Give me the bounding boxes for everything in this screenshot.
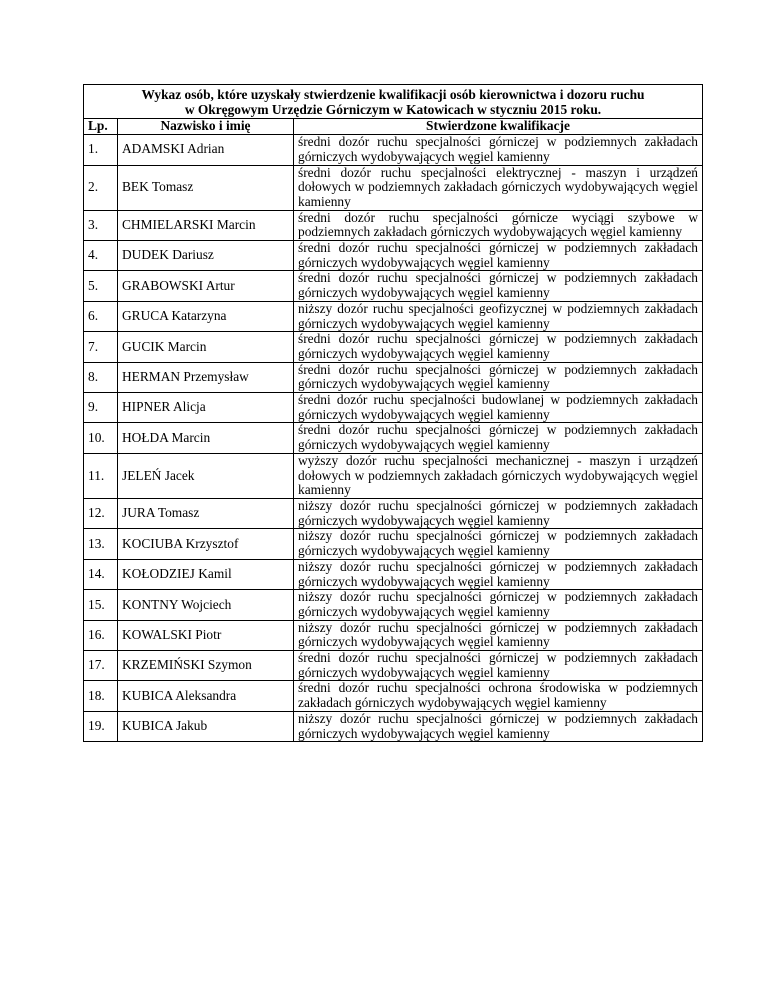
table-row [84,301,703,331]
qualification-text: średni dozór ruchu specjalności ochrona środowiska w podziemnych zakładach górniczych wydobywających węgiel kamienny [294,681,703,711]
row-number: 4. [84,241,118,271]
qualification-text: niższy dozór ruchu specjalności górniczej w podziemnych zakładach górniczych wydobywających węgiel kamienny [294,711,703,741]
row-number: 2. [84,165,118,210]
table-row [84,165,703,210]
table-row [84,362,703,392]
row-number: 17. [84,651,118,681]
qualification-text: niższy dozór ruchu specjalności górniczej w podziemnych zakładach górniczych wydobywających węgiel kamienny [294,529,703,559]
qualification-text: niższy dozór ruchu specjalności górniczej w podziemnych zakładach górniczych wydobywających węgiel kamienny [294,590,703,620]
qualification-text: średni dozór ruchu specjalności górniczej w podziemnych zakładach górniczych wydobywających węgiel kamienny [294,241,703,271]
person-name: HOŁDA Marcin [118,423,294,453]
row-number: 12. [84,498,118,528]
person-name: KOWALSKI Piotr [118,620,294,650]
header-row [84,119,703,135]
row-number: 11. [84,453,118,498]
table-row [84,498,703,528]
table-row [84,271,703,301]
row-number: 1. [84,135,118,165]
person-name: KONTNY Wojciech [118,590,294,620]
person-name: KOCIUBA Krzysztof [118,529,294,559]
table-row [84,393,703,423]
table-row [84,423,703,453]
person-name: BEK Tomasz [118,165,294,210]
document-title-line-2: w Okręgowym Urzędzie Górniczym w Katowicach w styczniu 2015 roku. [184,101,602,117]
person-name: DUDEK Dariusz [118,241,294,271]
row-number: 3. [84,210,118,240]
header-lp: Lp. [84,119,118,135]
row-number: 8. [84,362,118,392]
table-row [84,332,703,362]
table-row [84,135,703,165]
table-row [84,651,703,681]
table-row [84,711,703,741]
person-name: CHMIELARSKI Marcin [118,210,294,240]
table-row [84,529,703,559]
table-body [84,135,703,742]
qualification-text: średni dozór ruchu specjalności górniczej w podziemnych zakładach górniczych wydobywających węgiel kamienny [294,332,703,362]
document-title-line-1: Wykaz osób, które uzyskały stwierdzenie kwalifikacji osób kierownictwa i dozoru ruchu [141,87,645,102]
person-name: KRZEMIŃSKI Szymon [118,651,294,681]
table-row [84,620,703,650]
qualification-text: średni dozór ruchu specjalności górniczej w podziemnych zakładach górniczych wydobywających węgiel kamienny [294,362,703,392]
header-name: Nazwisko i imię [118,119,294,135]
table-row [84,241,703,271]
person-name: KUBICA Aleksandra [118,681,294,711]
row-number: 16. [84,620,118,650]
row-number: 13. [84,529,118,559]
row-number: 15. [84,590,118,620]
row-number: 18. [84,681,118,711]
qualification-text: wyższy dozór ruchu specjalności mechanicznej - maszyn i urządzeń dołowych w podziemnych zakładach górniczych wydobywających węgiel kamienny [294,453,703,498]
qualification-text: niższy dozór ruchu specjalności geofizycznej w podziemnych zakładach górniczych wydobywających węgiel kamienny [294,301,703,331]
table-row [84,559,703,589]
title-row [84,85,703,119]
person-name: KUBICA Jakub [118,711,294,741]
person-name: KOŁODZIEJ Kamil [118,559,294,589]
qualification-text: średni dozór ruchu specjalności budowlanej w podziemnych zakładach górniczych wydobywających węgiel kamienny [294,393,703,423]
person-name: HIPNER Alicja [118,393,294,423]
person-name: JELEŃ Jacek [118,453,294,498]
table-row [84,681,703,711]
row-number: 10. [84,423,118,453]
qualification-text: średni dozór ruchu specjalności górnicze wyciągi szybowe w podziemnych zakładach górniczych wydobywających węgiel kamienny [294,210,703,240]
person-name: HERMAN Przemysław [118,362,294,392]
qualification-text: średni dozór ruchu specjalności elektrycznej - maszyn i urządzeń dołowych w podziemnych zakładach górniczych wydobywających węgiel kamienny [294,165,703,210]
row-number: 14. [84,559,118,589]
person-name: GUCIK Marcin [118,332,294,362]
table-row [84,210,703,240]
qualifications-table [83,84,703,742]
qualification-text: średni dozór ruchu specjalności górniczej w podziemnych zakładach górniczych wydobywających węgiel kamienny [294,271,703,301]
qualification-text: niższy dozór ruchu specjalności górniczej w podziemnych zakładach górniczych wydobywających węgiel kamienny [294,498,703,528]
document-title [84,85,703,119]
table-row [84,453,703,498]
person-name: GRABOWSKI Artur [118,271,294,301]
row-number: 5. [84,271,118,301]
row-number: 19. [84,711,118,741]
qualification-text: niższy dozór ruchu specjalności górniczej w podziemnych zakładach górniczych wydobywających węgiel kamienny [294,620,703,650]
row-number: 7. [84,332,118,362]
qualification-text: średni dozór ruchu specjalności górniczej w podziemnych zakładach górniczych wydobywających węgiel kamienny [294,135,703,165]
table-row [84,590,703,620]
qualification-text: niższy dozór ruchu specjalności górniczej w podziemnych zakładach górniczych wydobywających węgiel kamienny [294,559,703,589]
qualification-text: średni dozór ruchu specjalności górniczej w podziemnych zakładach górniczych wydobywających węgiel kamienny [294,423,703,453]
qualification-text: średni dozór ruchu specjalności górniczej w podziemnych zakładach górniczych wydobywających węgiel kamienny [294,651,703,681]
row-number: 9. [84,393,118,423]
row-number: 6. [84,301,118,331]
header-qualifications: Stwierdzone kwalifikacje [294,119,703,135]
person-name: ADAMSKI Adrian [118,135,294,165]
person-name: JURA Tomasz [118,498,294,528]
person-name: GRUCA Katarzyna [118,301,294,331]
